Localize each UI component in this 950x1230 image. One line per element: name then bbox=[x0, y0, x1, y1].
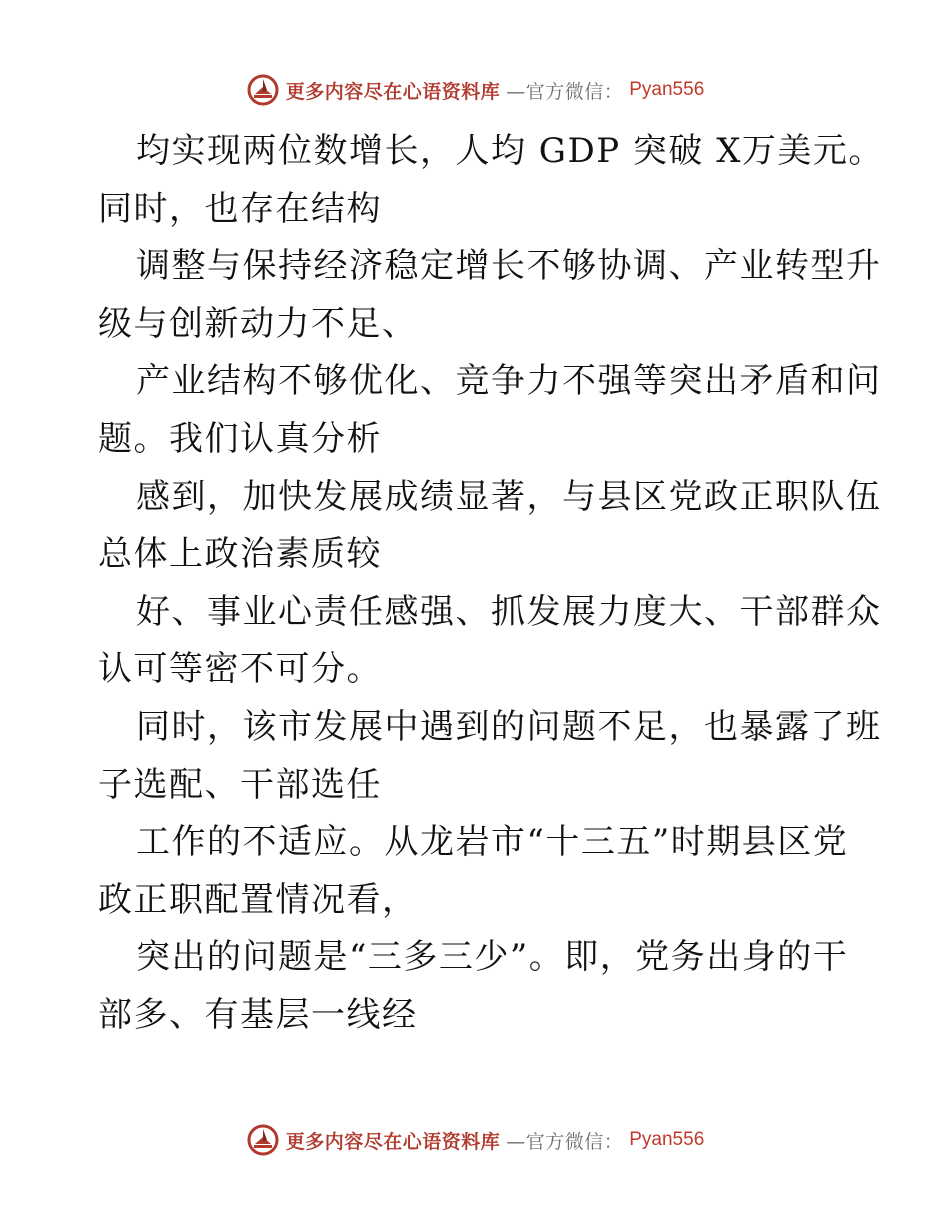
text-line: 题。我们认真分析 bbox=[98, 418, 382, 459]
header-separator-text: —官方微信： bbox=[506, 80, 624, 103]
text-line: 突出的问题是“三多三少”。即，党务出身的干 bbox=[136, 937, 849, 978]
footer-separator-text: —官方微信： bbox=[506, 1130, 624, 1153]
footer-brand-text: 更多内容尽在心语资料库 bbox=[285, 1130, 501, 1153]
header-brand-text: 更多内容尽在心语资料库 bbox=[285, 80, 501, 103]
text-line: 同时，也存在结构 bbox=[98, 188, 382, 229]
text-line: 政正职配置情况看， bbox=[98, 879, 418, 920]
text-line: 同时，该市发展中遇到的问题不足，也暴露了班 bbox=[136, 706, 882, 747]
text-line: 工作的不适应。从龙岩市“十三五”时期县区党 bbox=[136, 822, 849, 863]
text-line: 总体上政治素质较 bbox=[98, 534, 382, 575]
text-line: 均实现两位数增长，人均 GDP 突破 X万美元。 bbox=[136, 131, 884, 171]
footer-wechat-handle: Pyan556 bbox=[629, 1129, 705, 1150]
document-body bbox=[98, 123, 884, 1045]
footer-banner bbox=[0, 1120, 950, 1160]
text-line: 子选配、干部选任 bbox=[98, 764, 382, 805]
text-line: 级与创新动力不足、 bbox=[98, 303, 418, 344]
header-banner bbox=[0, 70, 950, 110]
book-quill-icon bbox=[246, 73, 280, 107]
text-line: 感到，加快发展成绩显著，与县区党政正职队伍 bbox=[136, 476, 882, 517]
header-wechat-handle: Pyan556 bbox=[629, 79, 705, 100]
book-quill-icon bbox=[246, 1123, 280, 1157]
text-line: 部多、有基层一线经 bbox=[98, 994, 418, 1035]
text-line: 好、事业心责任感强、抓发展力度大、干部群众 bbox=[136, 591, 882, 632]
text-line: 调整与保持经济稳定增长不够协调、产业转型升 bbox=[136, 246, 882, 287]
text-line: 认可等密不可分。 bbox=[98, 649, 382, 690]
text-line: 产业结构不够优化、竞争力不强等突出矛盾和问 bbox=[136, 361, 882, 402]
